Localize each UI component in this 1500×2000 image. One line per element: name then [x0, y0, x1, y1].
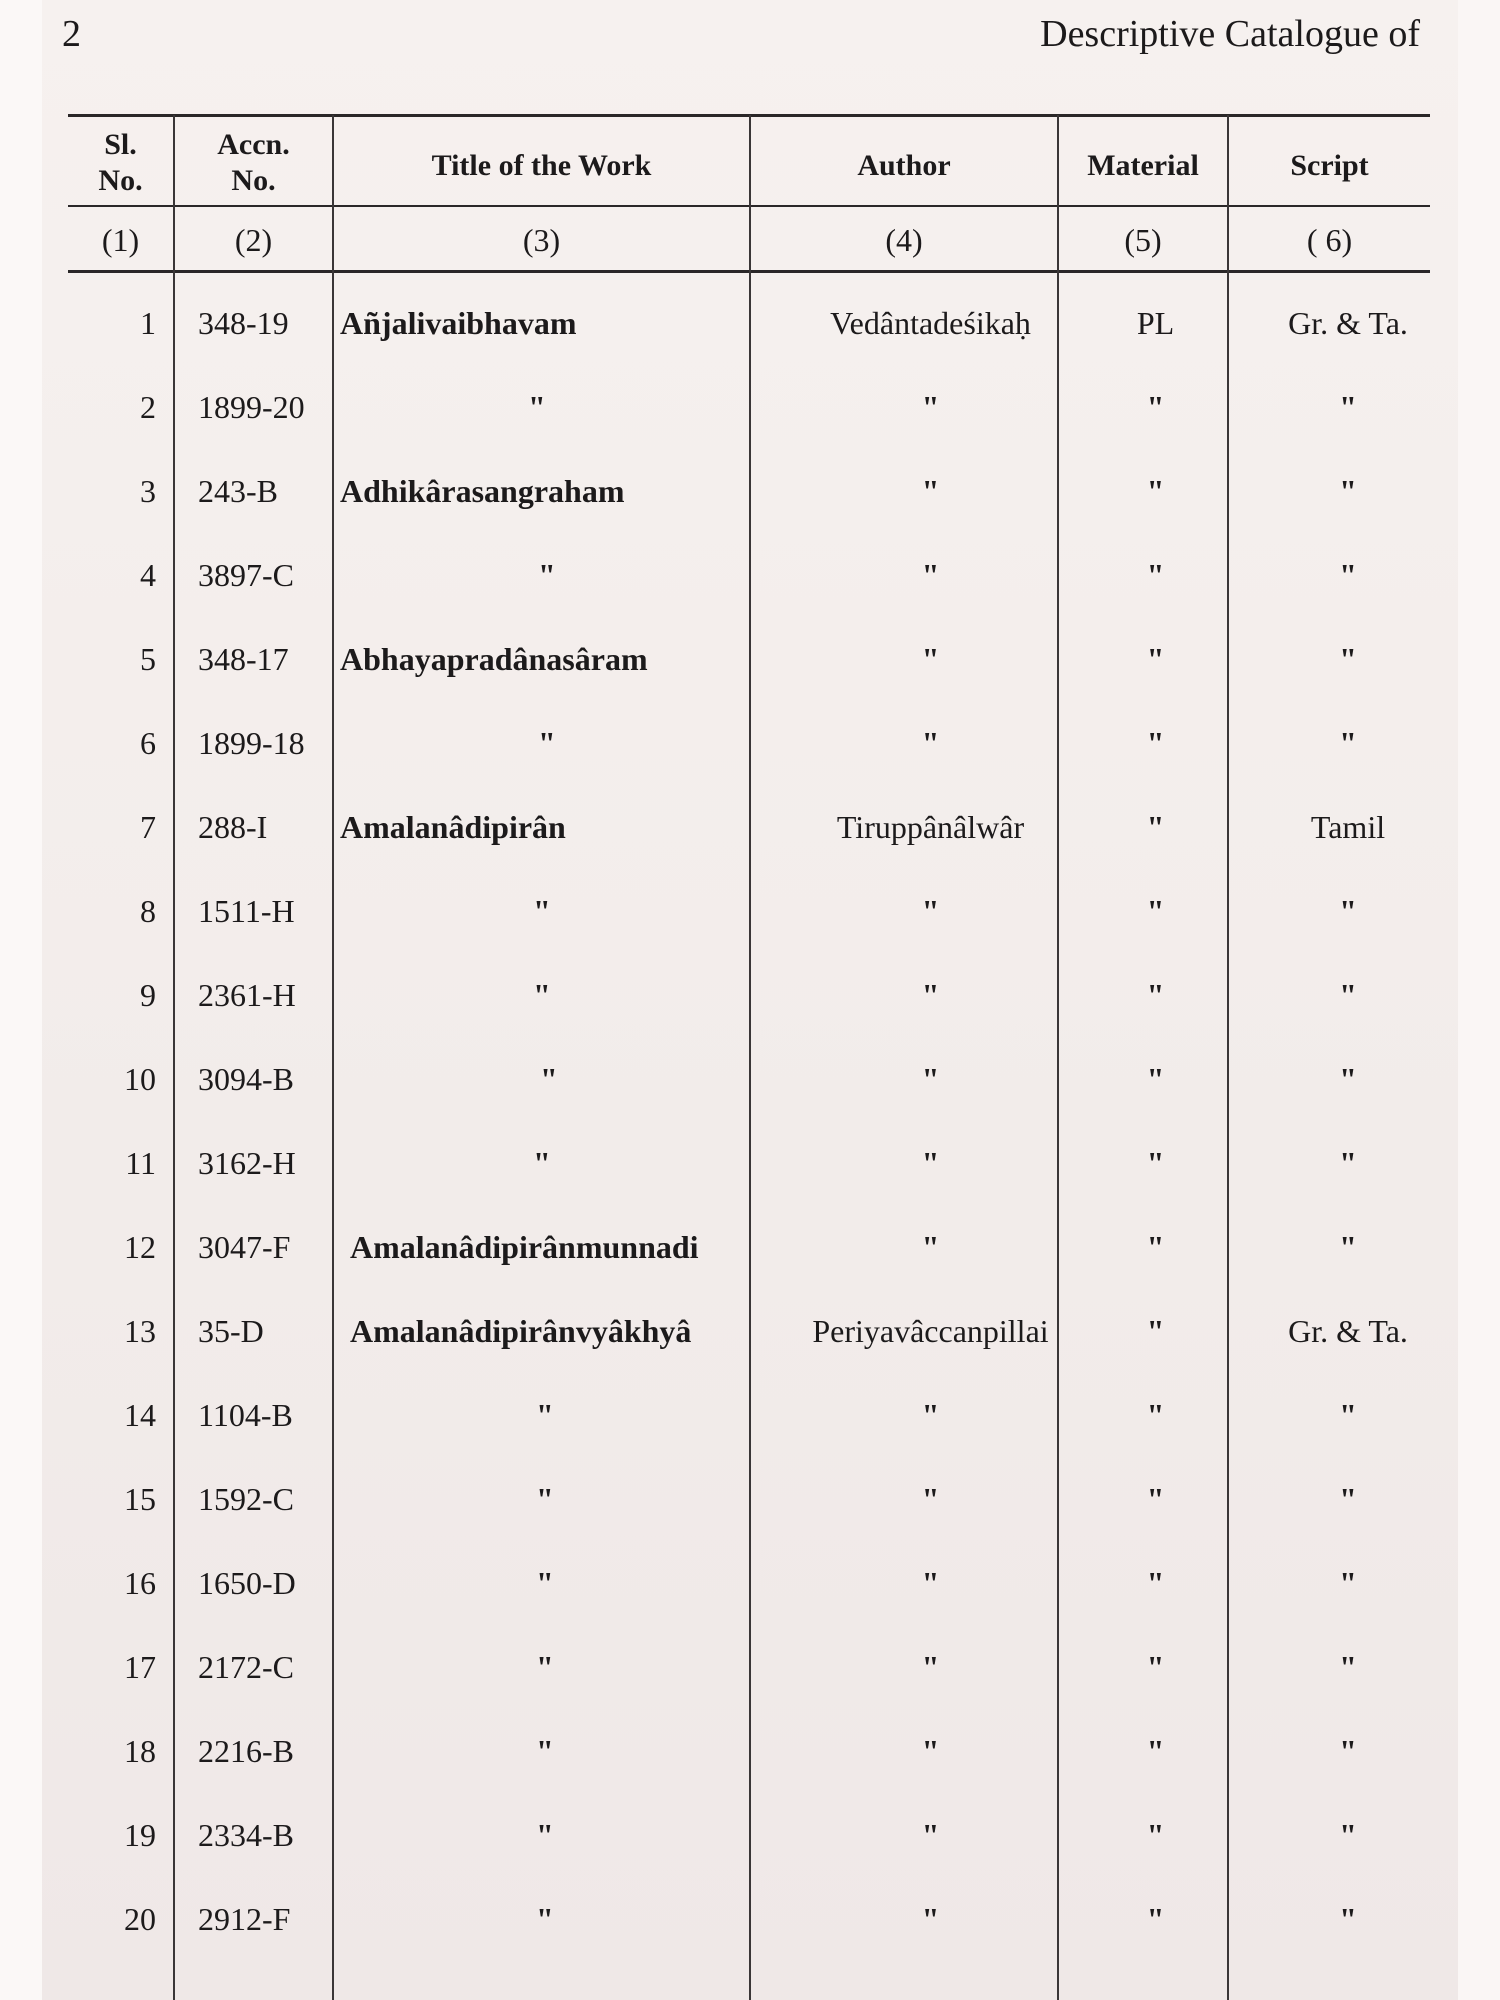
author: " [921, 1649, 940, 1685]
script: " [1339, 893, 1357, 929]
table-row [68, 965, 1430, 1025]
accn-no: 2172-C [198, 1649, 294, 1685]
script: " [1339, 1397, 1357, 1433]
work-title: " [536, 1817, 554, 1853]
table-row [68, 1133, 1430, 1193]
material: " [1146, 1733, 1165, 1769]
material: " [1146, 1061, 1165, 1097]
work-title: Añjalivaibhavam [340, 305, 577, 341]
author: " [921, 1397, 940, 1433]
work-title: Amalanâdipirânmunnadi [350, 1229, 699, 1265]
material: " [1146, 977, 1165, 1013]
table-row [68, 1637, 1430, 1697]
material: " [1146, 1565, 1165, 1601]
header-accn-no: Accn. No. [217, 128, 290, 197]
work-title: " [540, 1061, 558, 1097]
work-title: " [536, 1649, 554, 1685]
sl-no: 4 [140, 557, 156, 593]
accn-no: 348-17 [198, 641, 289, 677]
work-title: " [533, 977, 551, 1013]
table-row [68, 1889, 1430, 1949]
table-row [68, 377, 1430, 437]
script: " [1339, 1061, 1357, 1097]
author: " [921, 1817, 940, 1853]
sl-no: 15 [124, 1481, 156, 1517]
work-title: " [538, 557, 556, 593]
header-material: Material [1087, 149, 1199, 182]
script: " [1339, 557, 1357, 593]
script: " [1339, 977, 1357, 1013]
material: " [1146, 641, 1165, 677]
material: " [1146, 725, 1165, 761]
author: " [921, 389, 940, 425]
colnum-4: (4) [885, 222, 923, 258]
accn-no: 348-19 [198, 305, 289, 341]
header-title: Title of the Work [431, 149, 652, 182]
accn-no: 1650-D [198, 1565, 296, 1601]
script: " [1339, 1481, 1357, 1517]
script: Gr. & Ta. [1288, 1313, 1408, 1349]
work-title: Adhikârasangraham [340, 473, 625, 509]
accn-no: 3047-F [198, 1229, 291, 1265]
script: " [1339, 1649, 1357, 1685]
left-margin [0, 0, 42, 2000]
work-title: " [536, 1901, 554, 1937]
table-row [68, 293, 1430, 353]
material: " [1146, 1481, 1165, 1517]
material: " [1146, 389, 1165, 425]
work-title: " [533, 893, 551, 929]
work-title: " [533, 1145, 551, 1181]
script: " [1339, 641, 1357, 677]
sl-no: 11 [125, 1145, 156, 1181]
sl-no: 1 [140, 305, 156, 341]
work-title: " [536, 1481, 554, 1517]
author: Periyavâccanpillai [812, 1313, 1049, 1349]
accn-no: 243-B [198, 473, 278, 509]
script: " [1339, 1733, 1357, 1769]
colnum-6: ( 6) [1306, 222, 1353, 258]
sl-no: 2 [140, 389, 156, 425]
author: " [921, 1733, 940, 1769]
table-row [68, 1553, 1430, 1613]
accn-no: 1104-B [198, 1397, 293, 1433]
author: " [921, 1565, 940, 1601]
table-row [68, 629, 1430, 689]
author: Vedântadeśikaḥ [830, 305, 1031, 341]
material: " [1146, 1817, 1165, 1853]
accn-no: 1899-20 [198, 389, 305, 425]
author: " [921, 893, 940, 929]
author: " [921, 473, 940, 509]
sl-no: 13 [124, 1313, 156, 1349]
work-title: Abhayapradânasâram [340, 641, 648, 677]
script: " [1339, 1901, 1357, 1937]
table-row [68, 1217, 1430, 1277]
colnum-1: (1) [101, 222, 140, 258]
header-sl-no: Sl. No. [98, 128, 143, 197]
colnum-3: (3) [522, 222, 561, 258]
work-title: " [536, 1565, 554, 1601]
material: " [1146, 1901, 1165, 1937]
header-author: Author [857, 149, 951, 182]
table-row [68, 1385, 1430, 1445]
page-number: 2 [62, 13, 81, 55]
script: " [1339, 1817, 1357, 1853]
table-row [68, 1301, 1430, 1361]
material: " [1146, 473, 1165, 509]
material: " [1146, 893, 1165, 929]
sl-no: 5 [140, 641, 156, 677]
sl-no: 18 [124, 1733, 156, 1769]
author: " [921, 557, 940, 593]
sl-no: 8 [140, 893, 156, 929]
material: " [1146, 1229, 1165, 1265]
material: " [1146, 1145, 1165, 1181]
colnum-2: (2) [234, 222, 273, 258]
author: " [921, 1901, 940, 1937]
sl-no: 12 [124, 1229, 156, 1265]
work-title: " [536, 1397, 554, 1433]
accn-no: 2216-B [198, 1733, 294, 1769]
script: " [1339, 725, 1357, 761]
sl-no: 10 [124, 1061, 156, 1097]
accn-no: 3162-H [198, 1145, 296, 1181]
script: Gr. & Ta. [1288, 305, 1408, 341]
table-row [68, 797, 1430, 857]
work-title: " [528, 389, 546, 425]
material: " [1146, 1313, 1165, 1349]
script: " [1339, 389, 1357, 425]
author: " [921, 1229, 940, 1265]
script: " [1339, 1565, 1357, 1601]
accn-no: 1511-H [198, 893, 295, 929]
script: " [1339, 1229, 1357, 1265]
accn-no: 35-D [198, 1313, 264, 1349]
accn-no: 288-I [198, 809, 268, 845]
header-script: Script [1290, 149, 1369, 182]
material: " [1146, 809, 1165, 845]
sl-no: 20 [124, 1901, 156, 1937]
table-row [68, 713, 1430, 773]
author: " [921, 1145, 940, 1181]
accn-no: 1899-18 [198, 725, 305, 761]
sl-no: 16 [124, 1565, 156, 1601]
work-title: Amalanâdipirânvyâkhyâ [350, 1313, 692, 1349]
author: " [921, 725, 940, 761]
running-head: Descriptive Catalogue of [1040, 13, 1420, 55]
table-row [68, 1469, 1430, 1529]
sl-no: 17 [124, 1649, 156, 1685]
colnum-5: (5) [1124, 222, 1162, 258]
table-row [68, 1049, 1430, 1109]
material: " [1146, 1397, 1165, 1433]
script: Tamil [1310, 809, 1386, 845]
accn-no: 2912-F [198, 1901, 291, 1937]
sl-no: 3 [140, 473, 156, 509]
author: Tiruppânâlwâr [836, 809, 1025, 845]
sl-no: 14 [124, 1397, 156, 1433]
table-row [68, 1805, 1430, 1865]
accn-no: 2361-H [198, 977, 296, 1013]
author: " [921, 1481, 940, 1517]
accn-no: 3897-C [198, 557, 294, 593]
author: " [921, 977, 940, 1013]
work-title: " [536, 1733, 554, 1769]
accn-no: 3094-B [198, 1061, 294, 1097]
sl-no: 6 [140, 725, 156, 761]
author: " [921, 641, 940, 677]
table-row [68, 1721, 1430, 1781]
author: " [921, 1061, 940, 1097]
work-title: Amalanâdipirân [340, 809, 566, 845]
accn-no: 1592-C [198, 1481, 294, 1517]
sl-no: 19 [124, 1817, 156, 1853]
table-row [68, 545, 1430, 605]
table-row [68, 461, 1430, 521]
work-title: " [538, 725, 556, 761]
material: PL [1136, 305, 1175, 341]
material: " [1146, 1649, 1165, 1685]
accn-no: 2334-B [198, 1817, 294, 1853]
script: " [1339, 473, 1357, 509]
sl-no: 7 [140, 809, 156, 845]
sl-no: 9 [140, 977, 156, 1013]
table-row [68, 881, 1430, 941]
script: " [1339, 1145, 1357, 1181]
material: " [1146, 557, 1165, 593]
